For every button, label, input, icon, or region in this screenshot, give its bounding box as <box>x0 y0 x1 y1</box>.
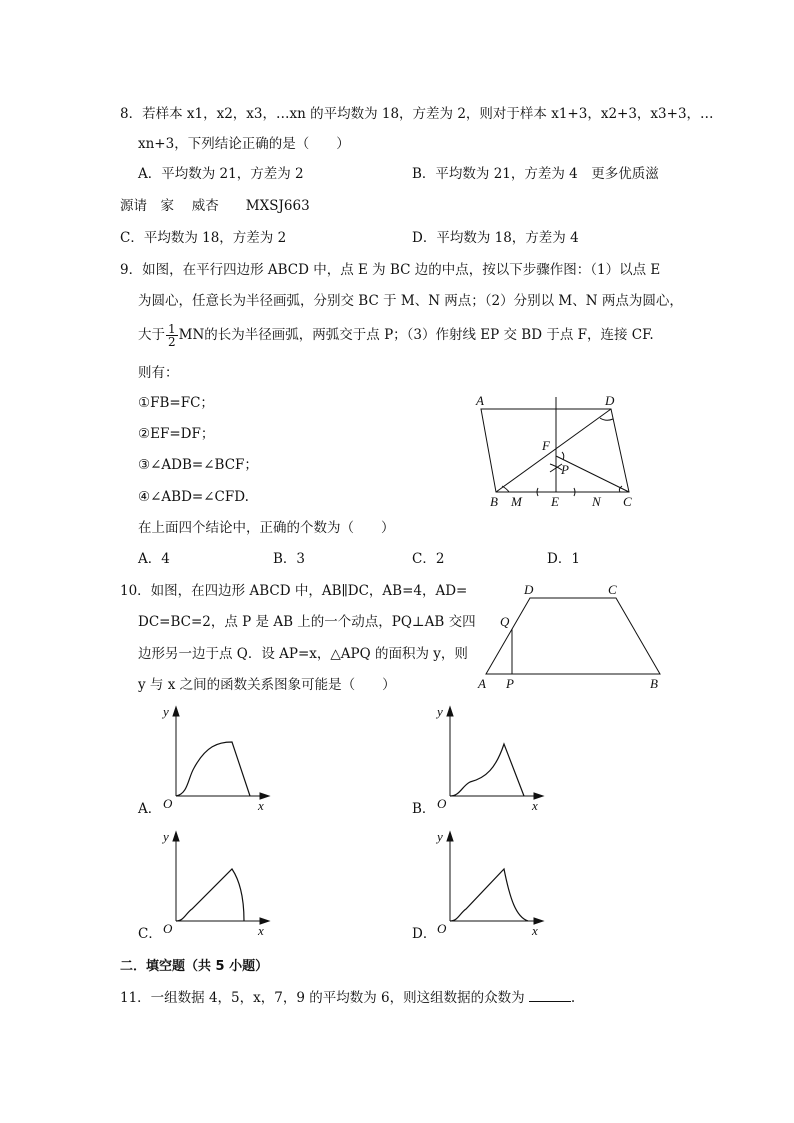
q9-line1: 9．如图，在平行四边形 ABCD 中，点 E 为 BC 边的中点，按以下步骤作图：（1）以点 E <box>120 262 661 278</box>
label-b: B <box>650 676 658 691</box>
q8-option-a: A．平均数为 21，方差为 2 <box>138 166 304 182</box>
q10-graph-b-label: B． <box>412 801 436 817</box>
label-a: A <box>476 393 484 408</box>
q8-line1: 8．若样本 x1，x2，x3，…xn 的平均数为 18，方差为 2，则对于样本 x1+3，x2+3，x3+3，… <box>120 106 714 122</box>
label-c: C <box>623 494 632 509</box>
q9-question: 在上面四个结论中，正确的个数为（ ） <box>138 520 395 536</box>
q10-graph-b <box>430 704 560 814</box>
fraction-one-half: $\frac{1}{2}$ <box>168 322 176 349</box>
q8-option-c: C．平均数为 18，方差为 2 <box>120 230 287 246</box>
q11-answer-blank[interactable] <box>529 989 571 1002</box>
q10-graph-d <box>430 829 560 939</box>
q10-graph-c <box>156 829 286 939</box>
y-label: y <box>163 704 169 719</box>
q8-option-b: B．平均数为 21，方差为 4 更多优质滋 <box>412 166 659 182</box>
y-label: y <box>437 704 443 719</box>
x-label: x <box>532 923 538 938</box>
label-p: P <box>506 676 514 691</box>
q9-option-d: D．1 <box>547 551 580 567</box>
q9-intro: 则有： <box>138 365 179 381</box>
q10-trapezoid-figure <box>474 582 674 692</box>
parallelogram-abcd <box>481 409 629 492</box>
label-a: A <box>478 676 486 691</box>
label-e: E <box>551 494 559 509</box>
q9-parallelogram-figure <box>472 392 652 512</box>
origin-label: O <box>163 796 173 811</box>
angle-arc-b <box>502 486 509 492</box>
q10-graph-d-label: D． <box>412 926 437 942</box>
q9-conclusion-4: ④∠ABD=∠CFD. <box>138 489 249 505</box>
q9-conclusion-3: ③∠ADB=∠BCF； <box>138 457 258 473</box>
q9-option-c: C．2 <box>412 551 445 567</box>
q10-line1: 10．如图，在四边形 ABCD 中，AB∥DC，AB=4，AD= <box>120 583 468 599</box>
curve <box>176 742 250 796</box>
label-d: D <box>605 393 615 408</box>
x-label: x <box>258 798 264 813</box>
origin-label: O <box>437 921 447 936</box>
q8-option-d: D．平均数为 18，方差为 4 <box>412 230 579 246</box>
q8-line2: xn+3，下列结论正确的是（ ） <box>138 136 350 152</box>
y-label: y <box>437 829 443 844</box>
q9-option-b: B．3 <box>273 551 306 567</box>
curve <box>450 744 524 796</box>
q9-conclusion-1: ①FB=FC； <box>138 395 214 411</box>
label-m: M <box>511 494 522 509</box>
q10-line4: y 与 x 之间的函数关系图象可能是（ ） <box>138 677 396 693</box>
origin-label: O <box>163 921 173 936</box>
label-p: P <box>561 462 569 477</box>
x-label: x <box>532 798 538 813</box>
curve <box>450 869 528 921</box>
angle-arc-d <box>600 418 613 420</box>
label-c: C <box>608 582 617 597</box>
q10-graph-a-label: A． <box>138 801 162 817</box>
label-d: D <box>524 582 534 597</box>
y-label: y <box>163 829 169 844</box>
origin-label: O <box>437 796 447 811</box>
q10-graph-c-label: C． <box>138 926 162 942</box>
q10-line2: DC=BC=2，点 P 是 AB 上的一个动点，PQ⊥AB 交四 <box>138 614 476 630</box>
q9-conclusion-2: ②EF=DF； <box>138 426 215 442</box>
label-q: Q <box>500 614 510 629</box>
label-b: B <box>490 494 498 509</box>
q9-line3: 大于 $\frac{1}{2}$ MN的长为半径画弧，两弧交于点 P；（3）作射线 EP 交 BD 于点 F，连接 CF. <box>138 322 654 349</box>
x-label: x <box>258 923 264 938</box>
section-2-title: 二．填空题（共 5 小题） <box>120 959 269 974</box>
q9-option-a: A．4 <box>138 551 170 567</box>
curve <box>176 869 244 921</box>
diagonal-bd <box>496 409 611 492</box>
q11-line: 11．一组数据 4，5，x，7，9 的平均数为 6，则这组数据的众数为 . <box>120 990 576 1006</box>
q10-line3: 边形另一边于点 Q．设 AP=x，△APQ 的面积为 y，则 <box>138 646 468 662</box>
q9-line2: 为圆心，任意长为半径画弧，分别交 BC 于 M、N 两点；（2）分别以 M、N 两点为圆心， <box>138 293 683 309</box>
label-f: F <box>542 438 550 453</box>
q8-watermark-line: 源请 家 威杏 MXSJ663 <box>120 198 310 214</box>
q10-graph-a <box>156 704 286 814</box>
label-n: N <box>592 494 601 509</box>
